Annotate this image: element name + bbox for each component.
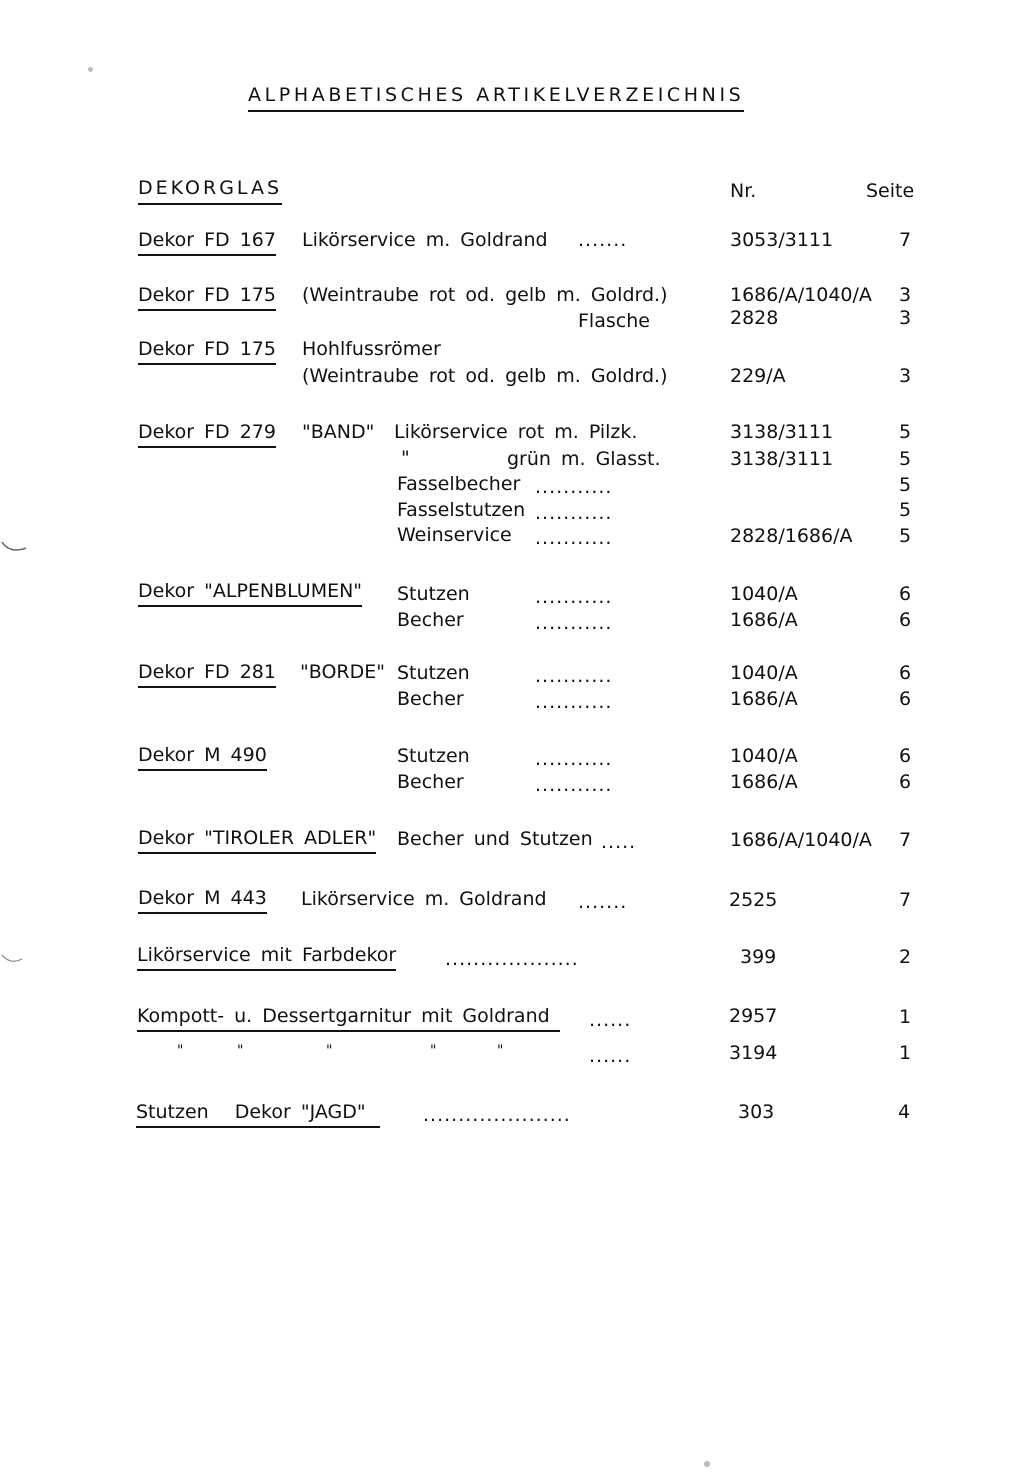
entry-pattern-name: "BORDE" — [300, 661, 385, 683]
entry-seite: 6 — [899, 745, 912, 767]
entry-item: Stutzen — [136, 1101, 209, 1123]
leader-dots: ...... — [589, 1009, 632, 1031]
scan-speck — [704, 1461, 710, 1467]
entry-item: Flasche — [578, 310, 650, 332]
entry-item: Becher und Stutzen — [397, 828, 593, 850]
entry-nr: 3053/3111 — [730, 229, 834, 251]
column-header-nr: Nr. — [730, 180, 757, 202]
leader-dots: ........... — [535, 665, 613, 687]
entry-item: Weinservice — [397, 524, 512, 546]
ditto-mark: " — [326, 1043, 333, 1059]
entry-item: Becher — [397, 688, 464, 710]
entry-dekor-label: Dekor "TIROLER ADLER" — [138, 827, 376, 854]
entry-item: Stutzen — [397, 745, 470, 767]
entry-nr: 1686/A/1040/A — [730, 829, 872, 851]
entry-item: (Weintraube rot od. gelb m. Goldrd.) — [302, 365, 668, 387]
entry-dekor-label: Dekor FD 281 — [138, 661, 276, 688]
entry-dekor-label: Dekor M 443 — [138, 887, 267, 914]
entry-item: Hohlfussrömer — [302, 338, 441, 360]
leader-dots: ........... — [535, 612, 613, 634]
leader-dots: ........... — [535, 502, 613, 524]
entry-seite: 6 — [899, 609, 912, 631]
entry-nr: 2828 — [730, 307, 779, 329]
entry-seite: 6 — [899, 771, 912, 793]
entry-nr: 303 — [738, 1101, 775, 1123]
leader-dots: ........... — [535, 774, 613, 796]
entry-seite: 3 — [899, 365, 912, 387]
ditto-mark: " — [401, 447, 410, 469]
entry-item: Likörservice m. Goldrand — [301, 888, 547, 910]
leader-dots: ....... — [578, 229, 628, 251]
entry-dekor-label: Dekor "ALPENBLUMEN" — [138, 580, 362, 607]
entry-dekor-label: Dekor "JAGD" — [234, 1101, 366, 1123]
punch-hole-mark — [0, 945, 26, 973]
entry-nr: 2525 — [729, 889, 778, 911]
entry-seite: 1 — [899, 1006, 912, 1028]
entry-item: grün m. Glasst. — [507, 448, 661, 470]
entry-nr: 3138/3111 — [730, 421, 834, 443]
entry-seite: 7 — [899, 889, 912, 911]
entry-nr: 1040/A — [730, 662, 798, 684]
entry-nr: 1686/A — [730, 609, 798, 631]
entry-nr: 1686/A/1040/A — [730, 284, 872, 306]
leader-dots: ................... — [445, 948, 579, 970]
column-header-seite: Seite — [866, 180, 915, 202]
entry-nr: 2957 — [729, 1005, 778, 1027]
entry-nr: 399 — [740, 946, 777, 968]
leader-dots: ........... — [535, 691, 613, 713]
ditto-mark: " — [177, 1043, 184, 1059]
entry-nr: 3194 — [729, 1042, 778, 1064]
leader-dots: ........... — [535, 476, 613, 498]
entry-item: Fasselstutzen — [397, 499, 526, 521]
page-title: ALPHABETISCHES ARTIKELVERZEICHNIS — [248, 84, 744, 112]
leader-dots: ........... — [535, 527, 613, 549]
entry-name: Likörservice mit Farbdekor — [137, 944, 396, 971]
scan-speck — [88, 67, 93, 72]
leader-dots: ....... — [578, 891, 628, 913]
entry-nr: 3138/3111 — [730, 448, 834, 470]
entry-dekor-label: Dekor FD 175 — [138, 338, 276, 365]
ditto-mark: " — [497, 1043, 504, 1059]
ditto-mark: " — [237, 1043, 244, 1059]
entry-seite: 4 — [898, 1101, 911, 1123]
entry-name: Kompott- u. Dessertgarnitur mit Goldrand — [137, 1005, 560, 1032]
entry-seite: 3 — [899, 284, 912, 306]
entry-item: Stutzen — [397, 583, 470, 605]
leader-dots: ..................... — [423, 1104, 571, 1126]
entry-item: (Weintraube rot od. gelb m. Goldrd.) — [302, 284, 668, 306]
entry-item: Likörservice rot m. Pilzk. — [394, 421, 638, 443]
entry-nr: 229/A — [730, 365, 786, 387]
entry-seite: 6 — [899, 688, 912, 710]
entry-nr: 1040/A — [730, 583, 798, 605]
punch-hole-mark — [0, 520, 30, 560]
entry-seite: 5 — [899, 499, 912, 521]
entry-seite: 5 — [899, 474, 912, 496]
entry-dekor-label: Dekor FD 167 — [138, 229, 276, 256]
entry-item: Becher — [397, 771, 464, 793]
entry-seite: 1 — [899, 1042, 912, 1064]
entry-seite: 3 — [899, 307, 912, 329]
entry-seite: 6 — [899, 662, 912, 684]
entry-nr: 1040/A — [730, 745, 798, 767]
leader-dots: ........... — [535, 748, 613, 770]
leader-dots: ...... — [589, 1045, 632, 1067]
entry-nr: 2828/1686/A — [730, 525, 853, 547]
entry-item: Stutzen — [397, 662, 470, 684]
entry-seite: 5 — [899, 448, 912, 470]
leader-dots: ..... — [601, 831, 637, 853]
entry-seite: 7 — [899, 229, 912, 251]
entry-nr: 1686/A — [730, 771, 798, 793]
entry-seite: 5 — [899, 421, 912, 443]
leader-dots: ........... — [535, 586, 613, 608]
section-heading: DEKORGLAS — [138, 177, 282, 205]
entry-item: Likörservice m. Goldrand — [302, 229, 548, 251]
entry-seite: 5 — [899, 525, 912, 547]
entry-item: Fasselbecher — [397, 473, 521, 495]
entry-seite: 6 — [899, 583, 912, 605]
entry-nr: 1686/A — [730, 688, 798, 710]
entry-name — [136, 1101, 380, 1128]
entry-seite: 7 — [899, 829, 912, 851]
entry-item: Becher — [397, 609, 464, 631]
entry-pattern-name: "BAND" — [302, 421, 375, 443]
entry-dekor-label: Dekor FD 279 — [138, 421, 276, 448]
entry-seite: 2 — [899, 946, 912, 968]
entry-dekor-label: Dekor M 490 — [138, 744, 267, 771]
ditto-mark: " — [430, 1043, 437, 1059]
entry-dekor-label: Dekor FD 175 — [138, 284, 276, 311]
